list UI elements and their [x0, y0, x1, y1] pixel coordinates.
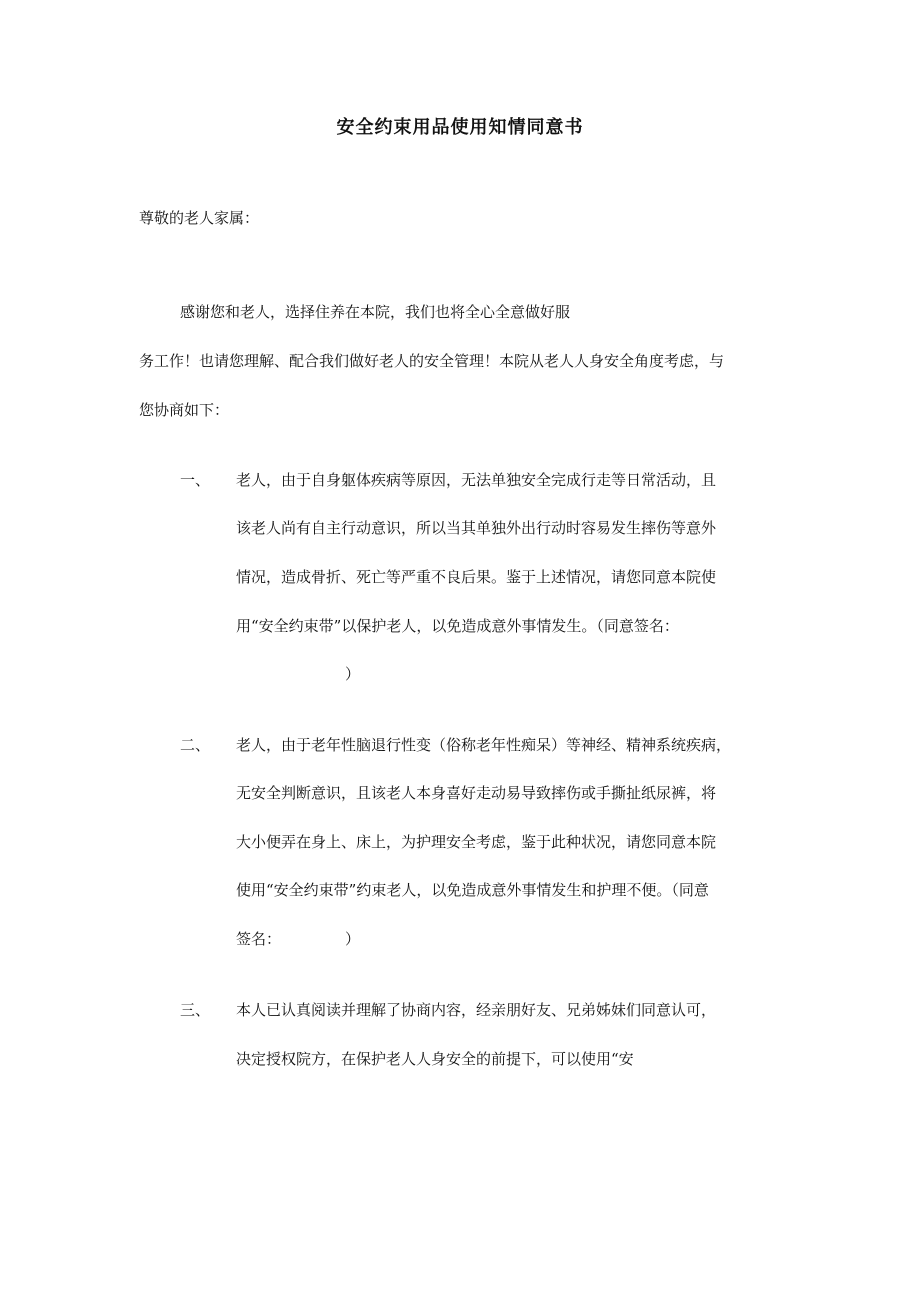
document-title: 安全约束用品使用知情同意书 [336, 117, 584, 138]
clause-1-line-3: 情况，造成骨折、死亡等严重不良后果。鉴于上述情况，请您同意本院使 [236, 568, 717, 586]
clause-1-line-1: 老人，由于自身躯体疾病等原因，无法单独安全完成行走等日常活动，且 [236, 471, 717, 489]
clause-2-line-4: 使用“安全约束带”约束老人，以免造成意外事情发生和护理不便。（同意 [236, 881, 709, 899]
intro-line-3: 您协商如下： [139, 401, 230, 419]
salutation: 尊敬的老人家属： [139, 209, 260, 227]
clause-2-line-3: 大小便弄在身上、床上，为护理安全考虑，鉴于此种状况，请您同意本院 [236, 833, 717, 851]
clause-1-number: 一、 [180, 471, 211, 489]
clause-3-line-2: 决定授权院方，在保护老人人身安全的前提下，可以使用“安 [236, 1050, 634, 1068]
clause-1-signature-close: ） [345, 665, 361, 683]
clause-3-line-1: 本人已认真阅读并理解了协商内容，经亲朋好友、兄弟姊妹们同意认可， [236, 1001, 717, 1019]
clause-1-line-4: 用“安全约束带”以保护老人，以免造成意外事情发生。（同意签名： [236, 617, 679, 635]
clause-1-line-2: 该老人尚有自主行动意识，所以当其单独外出行动时容易发生摔伤等意外 [236, 519, 717, 537]
clause-2-signature-close: ） [345, 930, 361, 948]
clause-2-signature-label: 签名： [236, 930, 282, 948]
clause-2-line-2: 无安全判断意识，且该老人本身喜好走动易导致摔伤或手撕扯纸尿裤，将 [236, 784, 717, 802]
intro-line-2: 务工作！也请您理解、配合我们做好老人的安全管理！本院从老人人身安全角度考虑，与 [139, 352, 725, 370]
clause-2-number: 二、 [180, 736, 211, 754]
intro-line-1: 感谢您和老人，选择住养在本院，我们也将全心全意做好服 [180, 303, 571, 321]
clause-3-number: 三、 [180, 1001, 211, 1019]
clause-2-line-1: 老人，由于老年性脑退行性变（俗称老年性痴呆）等神经、精神系统疾病， [236, 736, 732, 754]
